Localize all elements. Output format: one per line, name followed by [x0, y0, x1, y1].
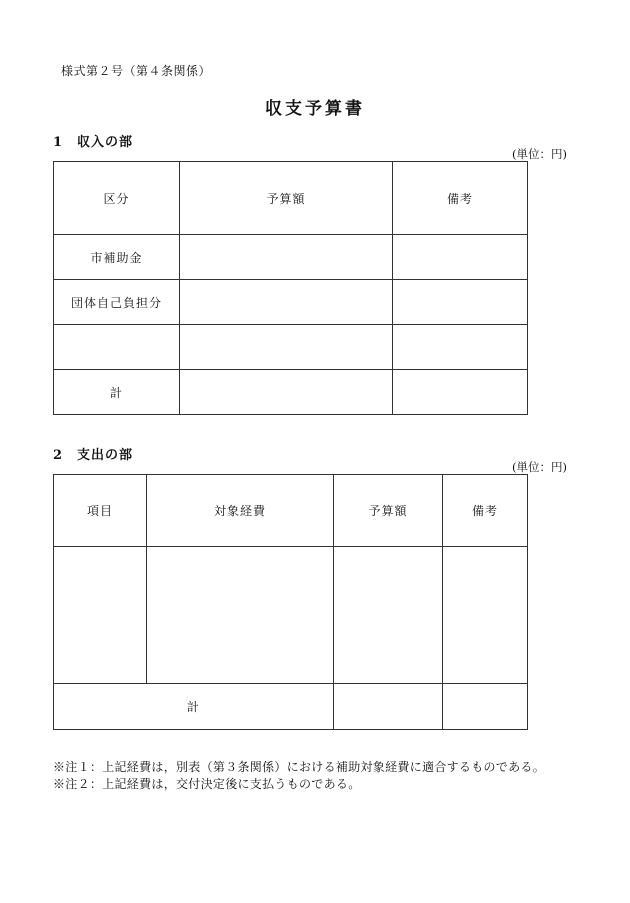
expense-total-label: 計	[54, 684, 334, 730]
expense-row-remarks[interactable]	[443, 547, 528, 684]
income-row-category[interactable]	[54, 325, 180, 370]
expense-header-row	[54, 475, 528, 547]
table-row	[54, 547, 528, 684]
income-total-remarks[interactable]	[393, 370, 528, 415]
income-header-remarks: 備考	[393, 162, 528, 235]
expense-unit-label: (単位：円)	[512, 460, 567, 474]
income-total-budget[interactable]	[180, 370, 393, 415]
income-row-remarks[interactable]	[393, 325, 528, 370]
expense-total-remarks[interactable]	[443, 684, 528, 730]
expense-section-title: 支出の部	[77, 448, 134, 463]
income-row-budget[interactable]	[180, 280, 393, 325]
expense-header-target: 対象経費	[147, 475, 334, 547]
expense-table	[53, 474, 528, 730]
expense-header-remarks: 備考	[443, 475, 528, 547]
income-header-row	[54, 162, 528, 235]
expense-row-budget[interactable]	[334, 547, 443, 684]
income-row-category: 市補助金	[54, 235, 180, 280]
income-total-label: 計	[54, 370, 180, 415]
expense-section-heading	[53, 444, 133, 463]
note-1: ※注１：上記経費は，別表（第３条関係）における補助対象経費に適合するものである。	[53, 760, 546, 774]
expense-header-item: 項目	[54, 475, 147, 547]
expense-section-number: 2	[53, 448, 64, 463]
income-total-row	[54, 370, 528, 415]
note-2: ※注２：上記経費は，交付決定後に支払うものである。	[53, 777, 361, 791]
expense-row-item[interactable]	[54, 547, 147, 684]
income-section-heading	[53, 131, 133, 150]
table-row	[54, 235, 528, 280]
table-row	[54, 325, 528, 370]
income-row-budget[interactable]	[180, 325, 393, 370]
income-unit-label: (単位：円)	[512, 147, 567, 161]
expense-total-budget[interactable]	[334, 684, 443, 730]
income-row-category: 団体自己負担分	[54, 280, 180, 325]
income-header-category: 区分	[54, 162, 180, 235]
expense-header-budget: 予算額	[334, 475, 443, 547]
income-header-budget: 予算額	[180, 162, 393, 235]
income-row-remarks[interactable]	[393, 235, 528, 280]
table-row	[54, 280, 528, 325]
document-title: 収支予算書	[265, 99, 365, 119]
income-section-number: 1	[53, 135, 64, 150]
income-row-budget[interactable]	[180, 235, 393, 280]
income-section-title: 収入の部	[77, 135, 134, 150]
income-table	[53, 161, 528, 415]
form-number: 様式第２号（第４条関係）	[61, 64, 212, 78]
expense-total-row	[54, 684, 528, 730]
expense-row-target[interactable]	[147, 547, 334, 684]
income-row-remarks[interactable]	[393, 280, 528, 325]
